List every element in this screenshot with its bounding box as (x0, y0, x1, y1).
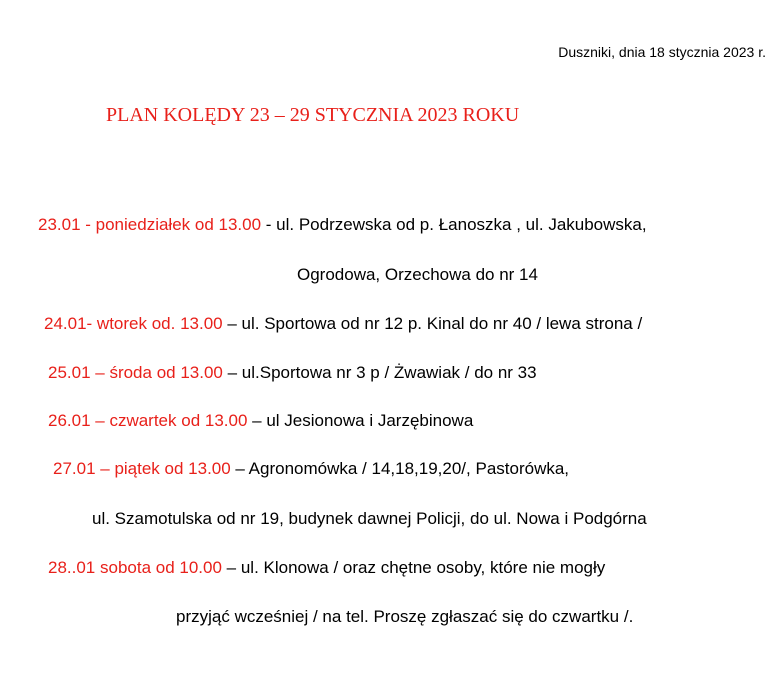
schedule-line-5 (53, 459, 569, 479)
schedule-streets-4: – ul Jesionowa i Jarzębinowa (247, 411, 474, 430)
schedule-streets-6: – ul. Klonowa / oraz chętne osoby, które nie mogły (221, 558, 606, 577)
place-and-date: Duszniki, dnia 18 stycznia 2023 r. (558, 44, 766, 60)
schedule-day-3: 25.01 – środa od 13.00 (48, 363, 223, 382)
schedule-line-5-continued (92, 509, 647, 529)
schedule-streets-1: - ul. Podrzewska od p. Łanoszka , ul. Jakubowska, (261, 215, 647, 234)
schedule-line-6-continued (176, 607, 633, 627)
schedule-day-5: 27.01 – piątek od 13.00 (53, 459, 231, 478)
schedule-streets-1-continued: Ogrodowa, Orzechowa do nr 14 (297, 265, 538, 284)
schedule-streets-2: – ul. Sportowa od nr 12 p. Kinal do nr 40 / lewa strona / (222, 314, 643, 333)
schedule-day-2: 24.01- wtorek od. 13.00 (44, 314, 223, 333)
schedule-day-4: 26.01 – czwartek od 13.00 (48, 411, 248, 430)
schedule-streets-5-continued: ul. Szamotulska od nr 19, budynek dawnej Policji, do ul. Nowa i Podgórna (92, 509, 647, 528)
schedule-streets-5: – Agronomówka / 14,18,19,20/, Pastorówka, (230, 459, 570, 478)
schedule-line-4 (48, 411, 473, 431)
schedule-day-1: 23.01 - poniedziałek od 13.00 (38, 215, 262, 234)
schedule-line-6 (48, 558, 605, 578)
schedule-line-1 (38, 215, 647, 235)
schedule-day-6: 28..01 sobota od 10.00 (48, 558, 222, 577)
schedule-line-2 (44, 314, 642, 334)
document-title: PLAN KOLĘDY 23 – 29 STYCZNIA 2023 ROKU (106, 104, 520, 126)
schedule-streets-3: – ul.Sportowa nr 3 p / Żwawiak / do nr 33 (222, 363, 537, 382)
schedule-line-3 (48, 363, 537, 383)
schedule-streets-6-continued: przyjąć wcześniej / na tel. Proszę zgłaszać się do czwartku /. (176, 607, 634, 626)
schedule-line-1-continued (297, 265, 538, 285)
